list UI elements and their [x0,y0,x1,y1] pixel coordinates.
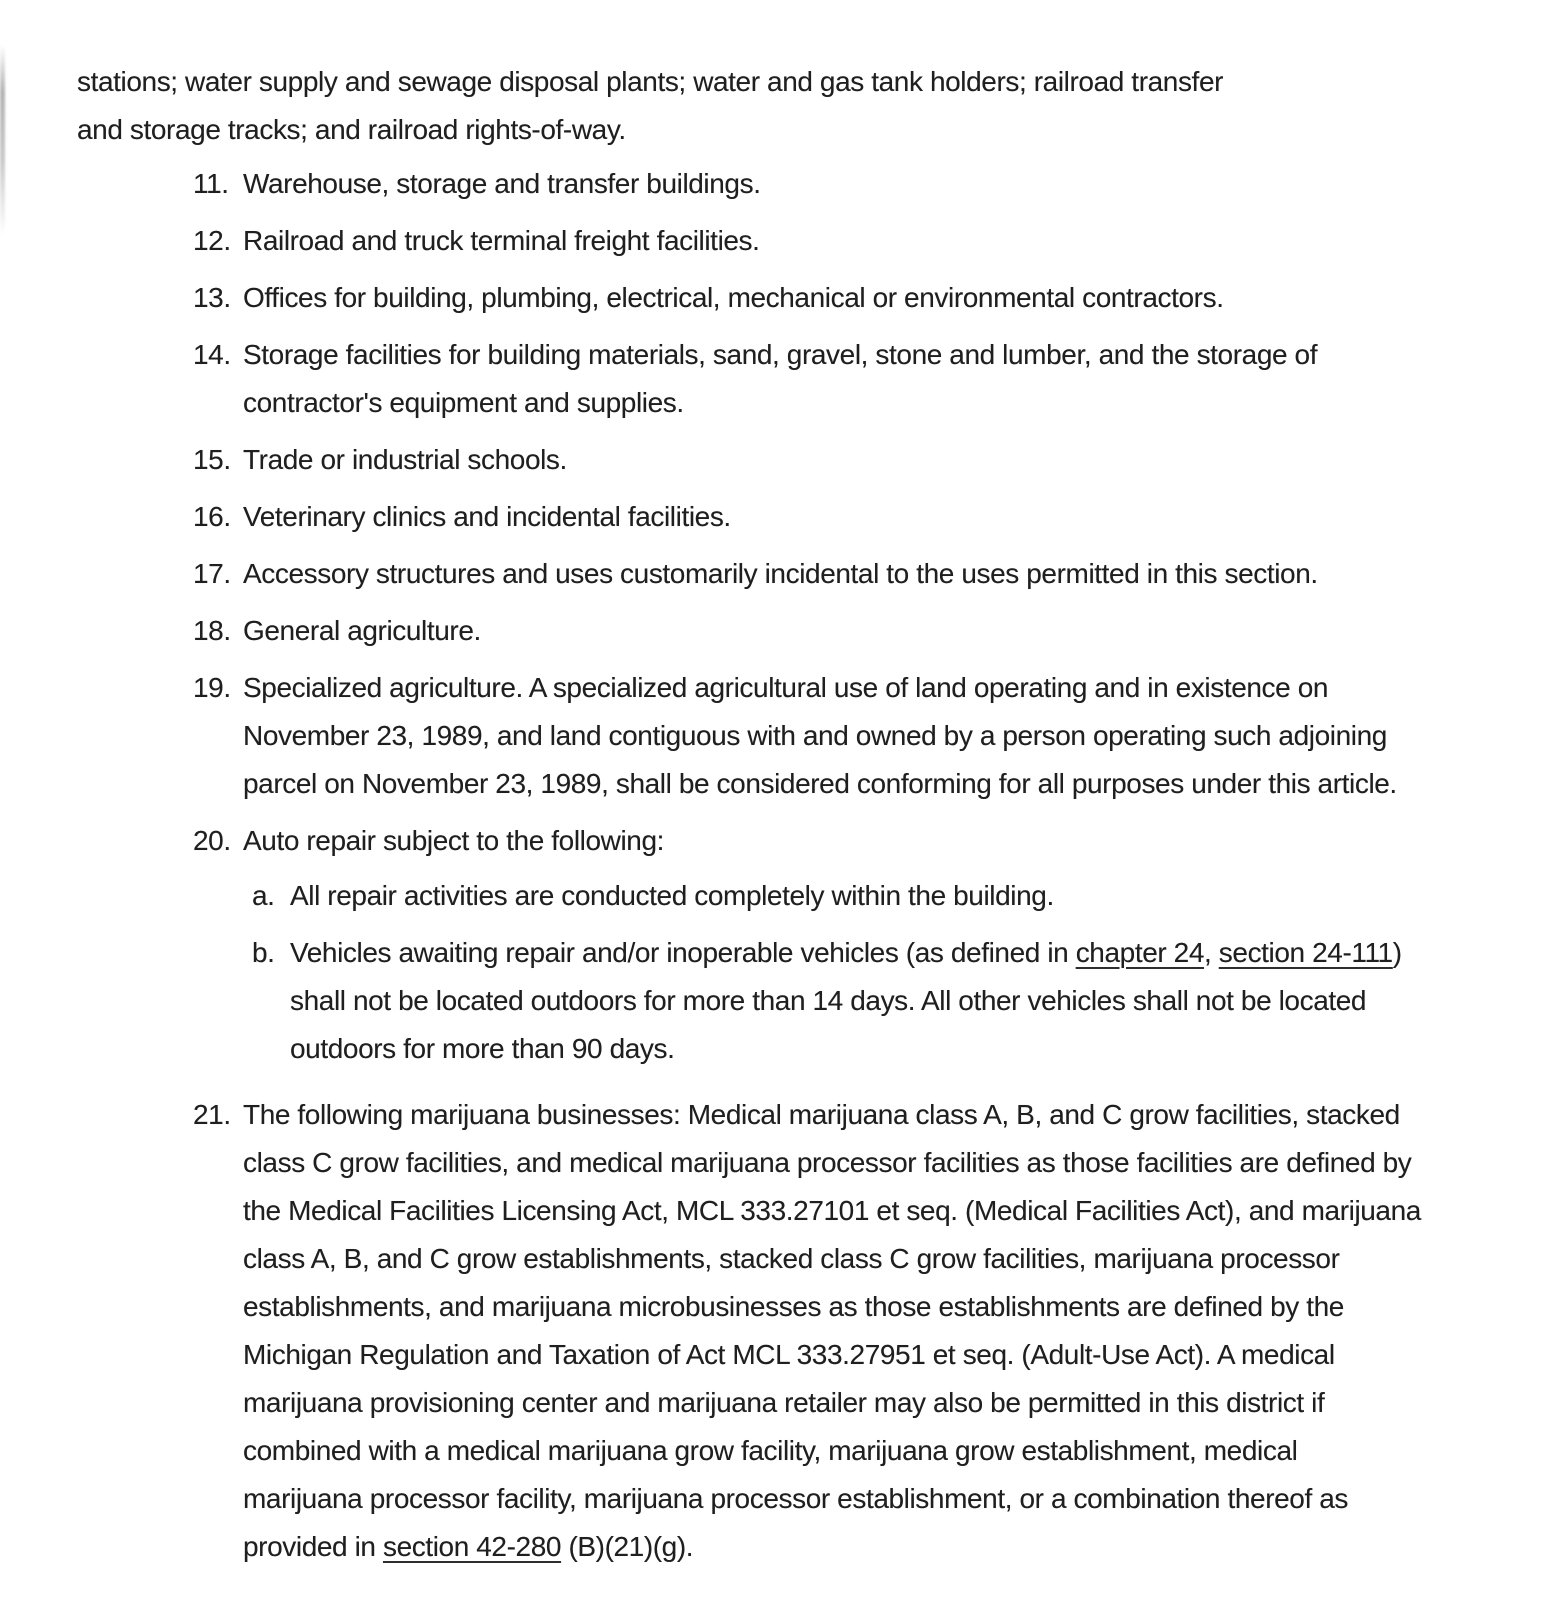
item-line: November 23, 1989, and land contiguous with and owned by a person operating such adjoining [243,720,1387,751]
item-text [243,817,1562,1082]
item-line: shall not be located outdoors for more than 14 days. All other vehicles shall not be located [290,985,1367,1016]
item-line: class A, B, and C grow establishments, stacked class C grow facilities, marijuana processor [243,1243,1340,1274]
list-item-21 [0,1091,1562,1571]
item-text [243,436,1562,484]
intro-line-2: and storage tracks; and railroad rights-of-way. [77,114,626,145]
item-text [243,160,1562,208]
list-item-15 [0,436,1562,484]
link-section-24-111[interactable]: section 24-111 [1218,937,1393,968]
item-line: outdoors for more than 90 days. [290,1033,675,1064]
item-number: 13. [193,282,231,313]
link-chapter-24[interactable]: chapter 24 [1075,937,1205,968]
sub-item-text [290,872,1562,920]
item-line: Veterinary clinics and incidental facilities. [243,501,731,532]
item-line: class C grow facilities, and medical marijuana processor facilities as those facilities are defined by [243,1147,1412,1178]
item-line: combined with a medical marijuana grow facility, marijuana grow establishment, medical [243,1435,1298,1466]
item-text [243,1091,1562,1571]
item-text [243,664,1562,808]
item-text [243,331,1562,427]
item-line: Michigan Regulation and Taxation of Act MCL 333.27951 et seq. (Adult-Use Act). A medical [243,1339,1335,1370]
item-line: Warehouse, storage and transfer buildings. [243,168,761,199]
item-line: Accessory structures and uses customarily incidental to the uses permitted in this section. [243,558,1318,589]
sublist-20 [243,872,1562,1073]
list-item-11 [0,160,1562,208]
sub-item-letter: b. [252,937,275,968]
intro-line-1: stations; water supply and sewage disposal plants; water and gas tank holders; railroad transfer [77,66,1224,97]
text-segment: (B)(21)(g). [561,1531,694,1562]
item-line: General agriculture. [243,615,481,646]
text-segment: ) [1392,937,1402,968]
item-line [243,1523,1562,1571]
sub-item-20b [243,929,1562,1073]
list-item-16 [0,493,1562,541]
intro-paragraph [77,58,1417,154]
item-line: contractor's equipment and supplies. [243,387,684,418]
item-line: The following marijuana businesses: Medical marijuana class A, B, and C grow facilities, stacked [243,1099,1400,1130]
item-number: 18. [193,615,231,646]
permitted-uses-list [0,160,1562,1571]
item-line: the Medical Facilities Licensing Act, MCL 333.27101 et seq. (Medical Facilities Act), and marijuana [243,1195,1421,1226]
sub-item-letter: a. [252,880,275,911]
item-line: marijuana provisioning center and marijuana retailer may also be permitted in this district if [243,1387,1325,1418]
item-number: 17. [193,558,231,589]
list-item-17 [0,550,1562,598]
item-line: All repair activities are conducted completely within the building. [290,880,1054,911]
item-text [243,607,1562,655]
item-line: Auto repair subject to the following: [243,825,665,856]
item-line: parcel on November 23, 1989, shall be considered conforming for all purposes under this article. [243,768,1397,799]
item-number: 21. [193,1099,231,1130]
item-line: marijuana processor facility, marijuana processor establishment, or a combination thereof as [243,1483,1348,1514]
item-number: 16. [193,501,231,532]
item-number: 12. [193,225,231,256]
item-number: 19. [193,672,231,703]
item-line: establishments, and marijuana microbusinesses as those establishments are defined by the [243,1291,1344,1322]
scan-edge-shadow [0,45,5,235]
list-item-14 [0,331,1562,427]
link-section-42-280[interactable]: section 42-280 [382,1531,562,1562]
item-number: 14. [193,339,231,370]
item-number: 11. [193,168,229,199]
item-line [290,929,1562,977]
list-item-12 [0,217,1562,265]
text-segment: , [1204,937,1219,968]
item-number: 15. [193,444,231,475]
item-line: Trade or industrial schools. [243,444,567,475]
item-text [243,274,1562,322]
sub-item-20a [243,872,1562,920]
sub-item-text [290,929,1562,1073]
item-line: Specialized agriculture. A specialized agricultural use of land operating and in existence on [243,672,1329,703]
item-number: 20. [193,825,231,856]
text-segment: Vehicles awaiting repair and/or inoperable vehicles (as defined in [290,937,1076,968]
item-text [243,493,1562,541]
list-item-19 [0,664,1562,808]
item-text [243,550,1562,598]
list-item-20 [0,817,1562,1082]
item-line: Railroad and truck terminal freight facilities. [243,225,760,256]
item-line: Offices for building, plumbing, electrical, mechanical or environmental contractors. [243,282,1224,313]
item-line: Storage facilities for building materials, sand, gravel, stone and lumber, and the storage of [243,339,1318,370]
list-item-18 [0,607,1562,655]
item-text [243,217,1562,265]
text-segment: provided in [243,1531,383,1562]
list-item-13 [0,274,1562,322]
